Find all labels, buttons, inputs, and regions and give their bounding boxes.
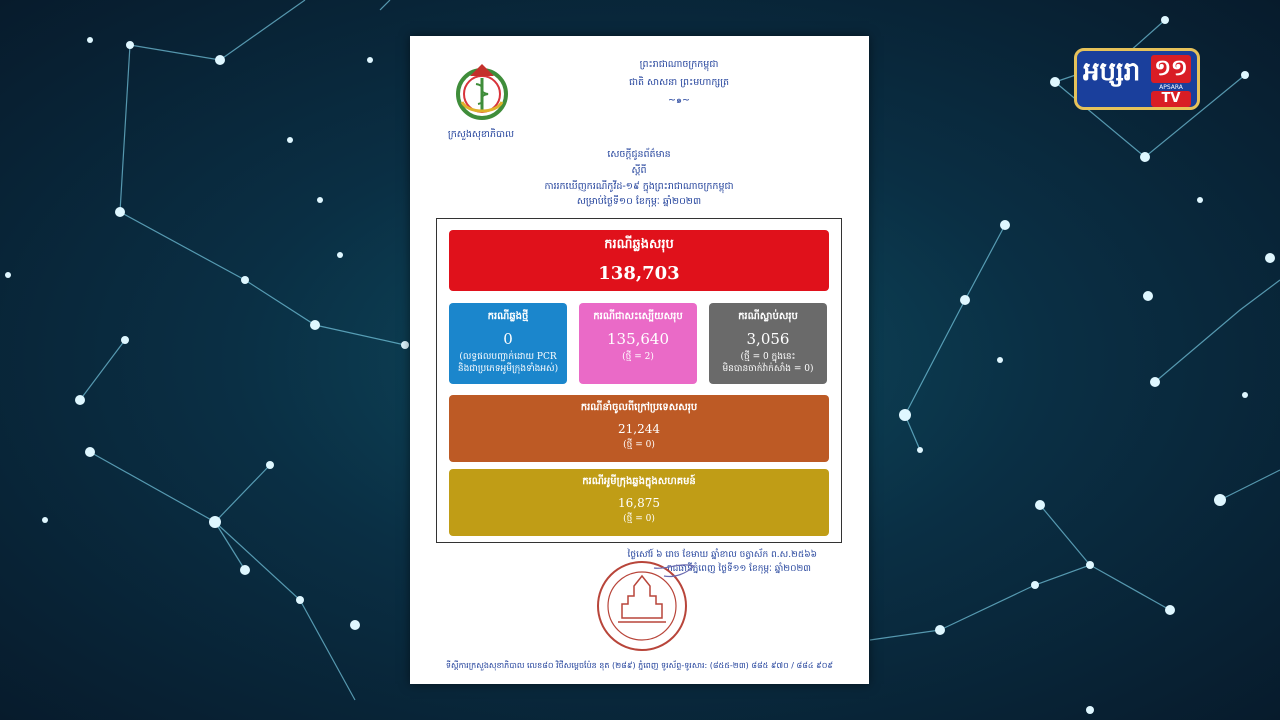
doc-subject: ការរកឃើញករណីកូវីដ-១៩ ក្នុងព្រះរាជាណាចក្រកម្ពុជា	[544, 181, 734, 192]
ministry-address-footer: ទីស្តីការក្រសួងសុខាភិបាល លេខ៨០ វិថីសម្តេចប៉ែន នុត (២៨៩) ភ្នំពេញ ទូរស័ព្ទ-ទូរសារ: (៨៥៥-២៣) ៨៨៥ ៩៧០ / ៨៨៤ ៩០៩	[445, 661, 834, 670]
new-cases-box	[449, 303, 567, 384]
recovered-label: ករណីជាសះស្បើយសរុប	[593, 311, 683, 322]
doc-title-about: ស្តីពី	[631, 165, 647, 176]
community-cases-note: (ថ្មី = 0)	[623, 514, 655, 524]
recovered-value: 135,640	[606, 330, 670, 348]
recovered-box	[579, 303, 697, 384]
deaths-box	[709, 303, 827, 384]
channel-tv-badge: TV	[1151, 91, 1191, 107]
deaths-label: ករណីស្លាប់សរុប	[738, 311, 798, 322]
ministry-seal-stamp	[594, 556, 704, 656]
channel-logo	[1074, 48, 1200, 110]
doc-report-date: សម្រាប់ថ្ងៃទី១០ ខែកុម្ភៈ ឆ្នាំ២០២៣	[576, 196, 702, 207]
imported-cases-label: ករណីនាំចូលពីក្រៅប្រទេសសរុប	[580, 402, 698, 413]
channel-name: អប្សរា	[1083, 57, 1141, 87]
channel-brand: APSARA	[1159, 84, 1183, 91]
imported-cases-note: (ថ្មី = 0)	[623, 440, 655, 450]
community-cases-box	[449, 469, 829, 536]
deaths-note-2: មិនបានចាក់វ៉ាក់សាំង = 0)	[722, 364, 814, 374]
deaths-value: 3,056	[746, 330, 790, 348]
stats-panel	[436, 218, 842, 543]
lunar-date: ថ្ងៃសៅរ៍ ៦ រោច ខែមាឃ ឆ្នាំខាល ចត្វាស័ក ព.ស.២៥៦៦	[627, 550, 817, 560]
channel-number: ១១	[1151, 55, 1191, 83]
ministry-emblem-icon	[452, 62, 512, 122]
imported-cases-value: 21,244	[618, 422, 660, 436]
total-cases-value: 138,703	[598, 263, 680, 284]
community-cases-label: ករណីអូមីក្រុងឆ្លងក្នុងសហគមន៍	[582, 476, 696, 487]
total-cases-label: ករណីឆ្លងសរុប	[604, 237, 674, 252]
new-cases-note-2: និងជាប្រភេទអូមីក្រុងទាំងអស់)	[457, 364, 559, 374]
community-cases-value: 16,875	[618, 496, 660, 510]
header-motto: ជាតិ សាសនា ព្រះមហាក្សត្រ	[628, 77, 730, 88]
solar-date: រាជធានីភ្នំពេញ ថ្ងៃទី១១ ខែកុម្ភៈ ឆ្នាំ២០២៣	[666, 564, 811, 574]
total-cases-box	[449, 230, 829, 291]
new-cases-note-1: (លទ្ធផលបញ្ជាក់ដោយ PCR	[459, 352, 557, 362]
header-kingdom: ព្រះរាជាណាចក្រកម្ពុជា	[639, 59, 719, 70]
deaths-note-1: (ថ្មី = 0 ក្នុងនេះ	[740, 352, 796, 362]
new-cases-label: ករណីឆ្លងថ្មី	[487, 311, 529, 322]
imported-cases-box	[449, 395, 829, 462]
recovered-note: (ថ្មី = 2)	[622, 352, 654, 362]
ministry-name: ក្រសួងសុខាភិបាល	[447, 129, 515, 140]
press-release-document	[410, 36, 869, 684]
doc-title: សេចក្តីជូនព័ត៌មាន	[607, 149, 671, 160]
header-ornament: ~๑~	[668, 95, 690, 106]
new-cases-value: 0	[503, 330, 513, 348]
